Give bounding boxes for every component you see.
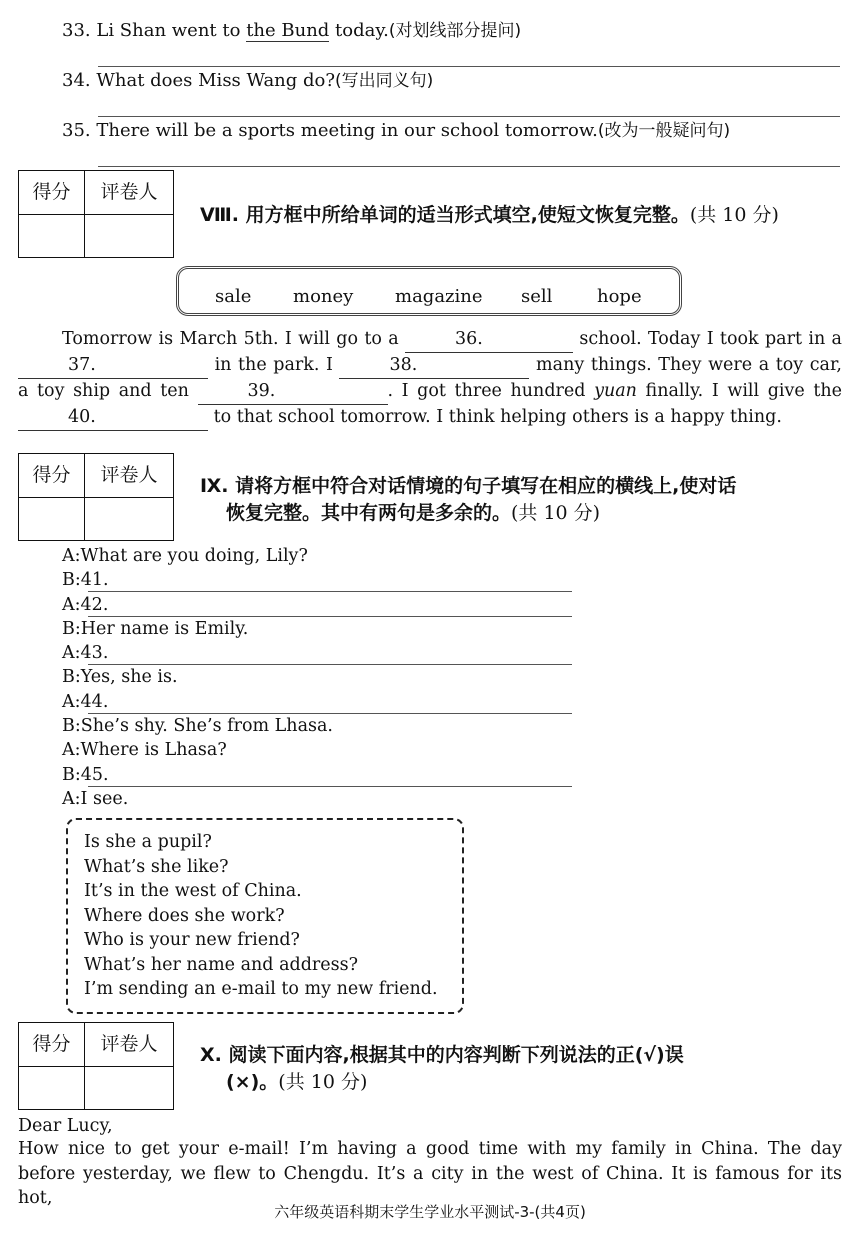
speaker: B:: [62, 667, 81, 688]
page-footer: 六年级英语科期末学生学业水平测试-3-(共4页): [274, 1203, 586, 1221]
score-label: 得分: [19, 171, 85, 215]
speaker: A:: [62, 594, 81, 615]
answer-line-42[interactable]: [88, 616, 572, 617]
question-number: 34.: [62, 70, 91, 91]
speaker: A:: [62, 788, 81, 809]
grader-label: 评卷人: [85, 454, 173, 498]
blank-40[interactable]: 40.: [18, 405, 208, 431]
score-input-cell[interactable]: [19, 215, 85, 257]
letter-body: How nice to get your e-mail! I’m having a good time with my family in China. The day before yesterday, we flew to Chengdu. It’s a city in the west of China. It is famous for its hot,: [18, 1139, 842, 1208]
grader-label: 评卷人: [85, 1023, 173, 1067]
section-10-title: [200, 1042, 684, 1096]
dialogue-line: [62, 666, 333, 690]
score-box-9: [18, 453, 174, 541]
question-35: [62, 120, 730, 142]
line-text: Yes, she is.: [80, 667, 178, 688]
question-34: [62, 70, 433, 92]
blank-42-label: 42.: [80, 594, 109, 615]
word-bank-item: sale: [215, 286, 252, 307]
section-9-heading-line2: 恢复完整。其中有两句是多余的。: [226, 502, 512, 524]
option-sentence: Is she a pupil?: [84, 832, 212, 852]
options-box: [66, 818, 464, 1014]
score-box-10: [18, 1022, 174, 1110]
answer-line-44[interactable]: [88, 713, 572, 714]
question-text: What does Miss Wang do?: [96, 70, 336, 91]
word-bank-item: magazine: [395, 286, 483, 307]
dialogue-line: [62, 764, 333, 788]
underlined-phrase: the Bund: [246, 20, 330, 41]
blank-36[interactable]: 36.: [405, 327, 573, 353]
score-label: 得分: [19, 1023, 85, 1067]
section-9-heading-line1: Ⅸ. 请将方框中符合对话情境的句子填写在相应的横线上,使对话: [200, 475, 737, 497]
dialogue-line: [62, 691, 333, 715]
letter-greeting: Dear Lucy,: [18, 1116, 113, 1136]
line-text: Her name is Emily.: [80, 618, 249, 639]
section-8-title: [200, 202, 779, 229]
section-10-heading-line1: Ⅹ. 阅读下面内容,根据其中的内容判断下列说法的正(√)误: [200, 1044, 684, 1066]
dialogue: [62, 545, 333, 812]
word-bank-item: sell: [521, 286, 553, 307]
answer-line-41[interactable]: [88, 591, 572, 592]
question-number: 35.: [62, 120, 91, 141]
dialogue-line: [62, 569, 333, 593]
question-text: There will be a sports meeting in our school tomorrow.: [96, 120, 598, 141]
section-8-points: (共 10 分): [689, 204, 779, 226]
blank-44-label: 44.: [80, 691, 109, 712]
answer-line-45[interactable]: [88, 786, 572, 787]
line-text: She’s shy. She’s from Lhasa.: [80, 716, 333, 737]
blank-37[interactable]: 37.: [18, 353, 208, 379]
passage-text: Tomorrow is March 5th. I will go to a: [62, 329, 406, 349]
score-label: 得分: [19, 454, 85, 498]
question-33: [62, 20, 521, 42]
dialogue-line: [62, 545, 333, 569]
speaker: A:: [62, 740, 81, 761]
question-text: Li Shan went to: [96, 20, 247, 41]
option-sentence: I’m sending an e-mail to my new friend.: [84, 979, 438, 999]
speaker: B:: [62, 570, 81, 591]
grader-input-cell[interactable]: [85, 215, 173, 257]
passage-text: in the park. I: [208, 355, 340, 375]
word-bank-item: hope: [597, 286, 642, 307]
section-9-points: (共 10 分): [511, 502, 601, 524]
option-sentence: What’s her name and address?: [84, 955, 358, 975]
question-number: 33.: [62, 20, 91, 41]
score-input-cell[interactable]: [19, 498, 85, 540]
blank-39[interactable]: 39.: [198, 379, 388, 405]
option-sentence: What’s she like?: [84, 857, 229, 877]
dialogue-line: [62, 715, 333, 739]
question-instruction: (写出同义句): [335, 71, 434, 91]
question-text-end: today.: [329, 20, 389, 41]
speaker: A:: [62, 546, 81, 566]
score-input-cell[interactable]: [19, 1067, 85, 1109]
speaker: B:: [62, 764, 81, 785]
dialogue-line: [62, 739, 333, 763]
dialogue-line: [62, 642, 333, 666]
dialogue-line: [62, 594, 333, 618]
passage-text: school. Today I took part in a: [573, 329, 842, 349]
grader-input-cell[interactable]: [85, 1067, 173, 1109]
answer-line-35[interactable]: [98, 166, 840, 167]
passage-text: finally. I will give the: [636, 381, 842, 401]
passage-text: . I got three hundred: [387, 381, 595, 401]
question-instruction: (改为一般疑问句): [597, 121, 731, 141]
speaker: A:: [62, 691, 81, 712]
passage-text: to that school tomorrow. I think helping others is a happy thing.: [208, 407, 782, 427]
line-text: What are you doing, Lily?: [80, 546, 308, 566]
option-sentence: Who is your new friend?: [84, 930, 300, 950]
speaker: B:: [62, 618, 81, 639]
question-instruction: (对划线部分提问): [388, 21, 522, 41]
italic-word: yuan: [594, 381, 637, 401]
cloze-passage: [18, 327, 842, 431]
dialogue-line: [62, 788, 333, 812]
option-sentence: It’s in the west of China.: [84, 881, 302, 901]
dialogue-line: [62, 618, 333, 642]
section-10-points: (共 10 分): [278, 1071, 368, 1093]
word-bank-item: money: [293, 286, 354, 307]
blank-43-label: 43.: [80, 643, 109, 664]
grader-input-cell[interactable]: [85, 498, 173, 540]
blank-45-label: 45.: [80, 764, 109, 785]
passage-text: many things. They were a toy car, a toy ship and ten: [18, 355, 842, 401]
line-text: Where is Lhasa?: [80, 740, 227, 761]
speaker: B:: [62, 716, 81, 737]
section-8-heading: Ⅷ. 用方框中所给单词的适当形式填空,使短文恢复完整。: [200, 204, 690, 226]
answer-line-43[interactable]: [88, 664, 572, 665]
answer-line-34[interactable]: [98, 116, 840, 117]
blank-41-label: 41.: [80, 570, 109, 591]
section-10-heading-line2: (×)。: [226, 1071, 279, 1093]
line-text: I see.: [80, 788, 129, 809]
option-sentence: Where does she work?: [84, 906, 285, 926]
blank-38[interactable]: 38.: [339, 353, 529, 379]
grader-label: 评卷人: [85, 171, 173, 215]
speaker: A:: [62, 643, 81, 664]
score-box-8: [18, 170, 174, 258]
word-bank-box: [176, 266, 682, 316]
section-9-title: [200, 473, 736, 527]
answer-line-33[interactable]: [98, 66, 840, 67]
